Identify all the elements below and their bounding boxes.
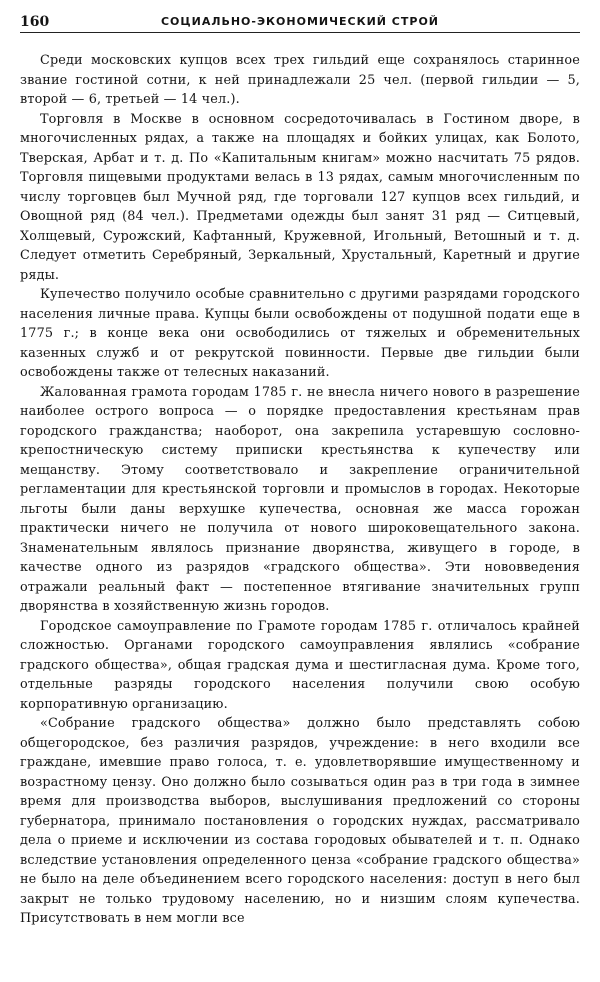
paragraph: Городское самоуправление по Грамоте городам 1785 г. отличалось крайней сложностью. Органами городского самоуправления являлись «собрание градского общества», общая градская дума и шестигласная дума. Кроме того, отдельные разряды городского населения получили свою особую корпоративную организацию.	[20, 618, 580, 712]
paragraph: Среди московских купцов всех трех гильдий еще сохранялось старинное звание гостиной сотни, к ней принадлежали 25 чел. (первой гильдии — 5, второй — 6, третьей — 14 чел.).	[20, 53, 580, 107]
book-page	[20, 8, 580, 929]
paragraph: «Собрание градского общества» должно было представлять собою общегородское, без различия разрядов, учреждение: в него входили все граждане, имевшие право голоса, т. е. удовлетворявшие имущественному и возрастному цензу. Оно должно было созываться один раз в три года в зимнее время для производства выборов, выслушивания предложений со стороны губернатора, принимало постановления о городских нуждах, рассматривало дела о приеме и исключении из состава городовых обывателей и т. п. Однако вследствие установления определенного ценза «собрание градского общества» не было на деле объединением всего городского населения: доступ в него был закрыт не только трудовому населению, но и низшим слоям купечества. Присутствовать в нем могли все	[20, 716, 580, 926]
running-title: СОЦИАЛЬНО-ЭКОНОМИЧЕСКИЙ СТРОЙ	[160, 15, 440, 28]
page-number: 160	[20, 14, 50, 30]
paragraph: Торговля в Москве в основном сосредоточивалась в Гостином дворе, в многочисленных рядах, а также на площадях и бойких улицах, как Болото, Тверская, Арбат и т. д. По «Капитальным книгам» можно насчитать 75 рядов. Торговля пищевыми продуктами велась в 13 рядах, самым многочисленным по числу торговцев был Мучной ряд, где торговали 127 купцов всех гильдий, и Овощной ряд (84 чел.). Предметами одежды был занят 31 ряд — Ситцевый, Холщевый, Сурожский, Кафтанный, Кружевной, Игольный, Ветошный и т. д. Следует отметить Серебряный, Зеркальный, Хрустальный, Каретный и другие ряды.	[20, 111, 580, 283]
paragraph: Купечество получило особые сравнительно с другими разрядами городского населения личные права. Купцы были освобождены от подушной подати еще в 1775 г.; в конце века они освободились от тяжелых и обременительных казенных служб и от рекрутской повинности. Первые две гильдии были освобождены также от телесных наказаний.	[20, 287, 580, 380]
page-header	[20, 8, 580, 33]
body-text	[20, 51, 580, 929]
paragraph: Жалованная грамота городам 1785 г. не внесла ничего нового в разрешение наиболее острого вопроса — о порядке предоставления крестьянам прав городского гражданства; наоборот, она закрепила устаревшую сословно-крепостническую систему приписки крестьянства к купечеству или мещанству. Этому соответствовало и закрепление ограничительной регламентации для крестьянской торговли и промыслов в городах. Некоторые льготы были даны верхушке купечества, основная же масса горожан практически ничего не получила от нового широковещательного закона. Знаменательным являлось признание дворянства, живущего в городе, в качестве одного из разрядов «градского общества». Эти нововведения отражали реальный факт — постепенное втягивание значительных групп дворянства в хозяйственную жизнь городов.	[20, 384, 580, 614]
